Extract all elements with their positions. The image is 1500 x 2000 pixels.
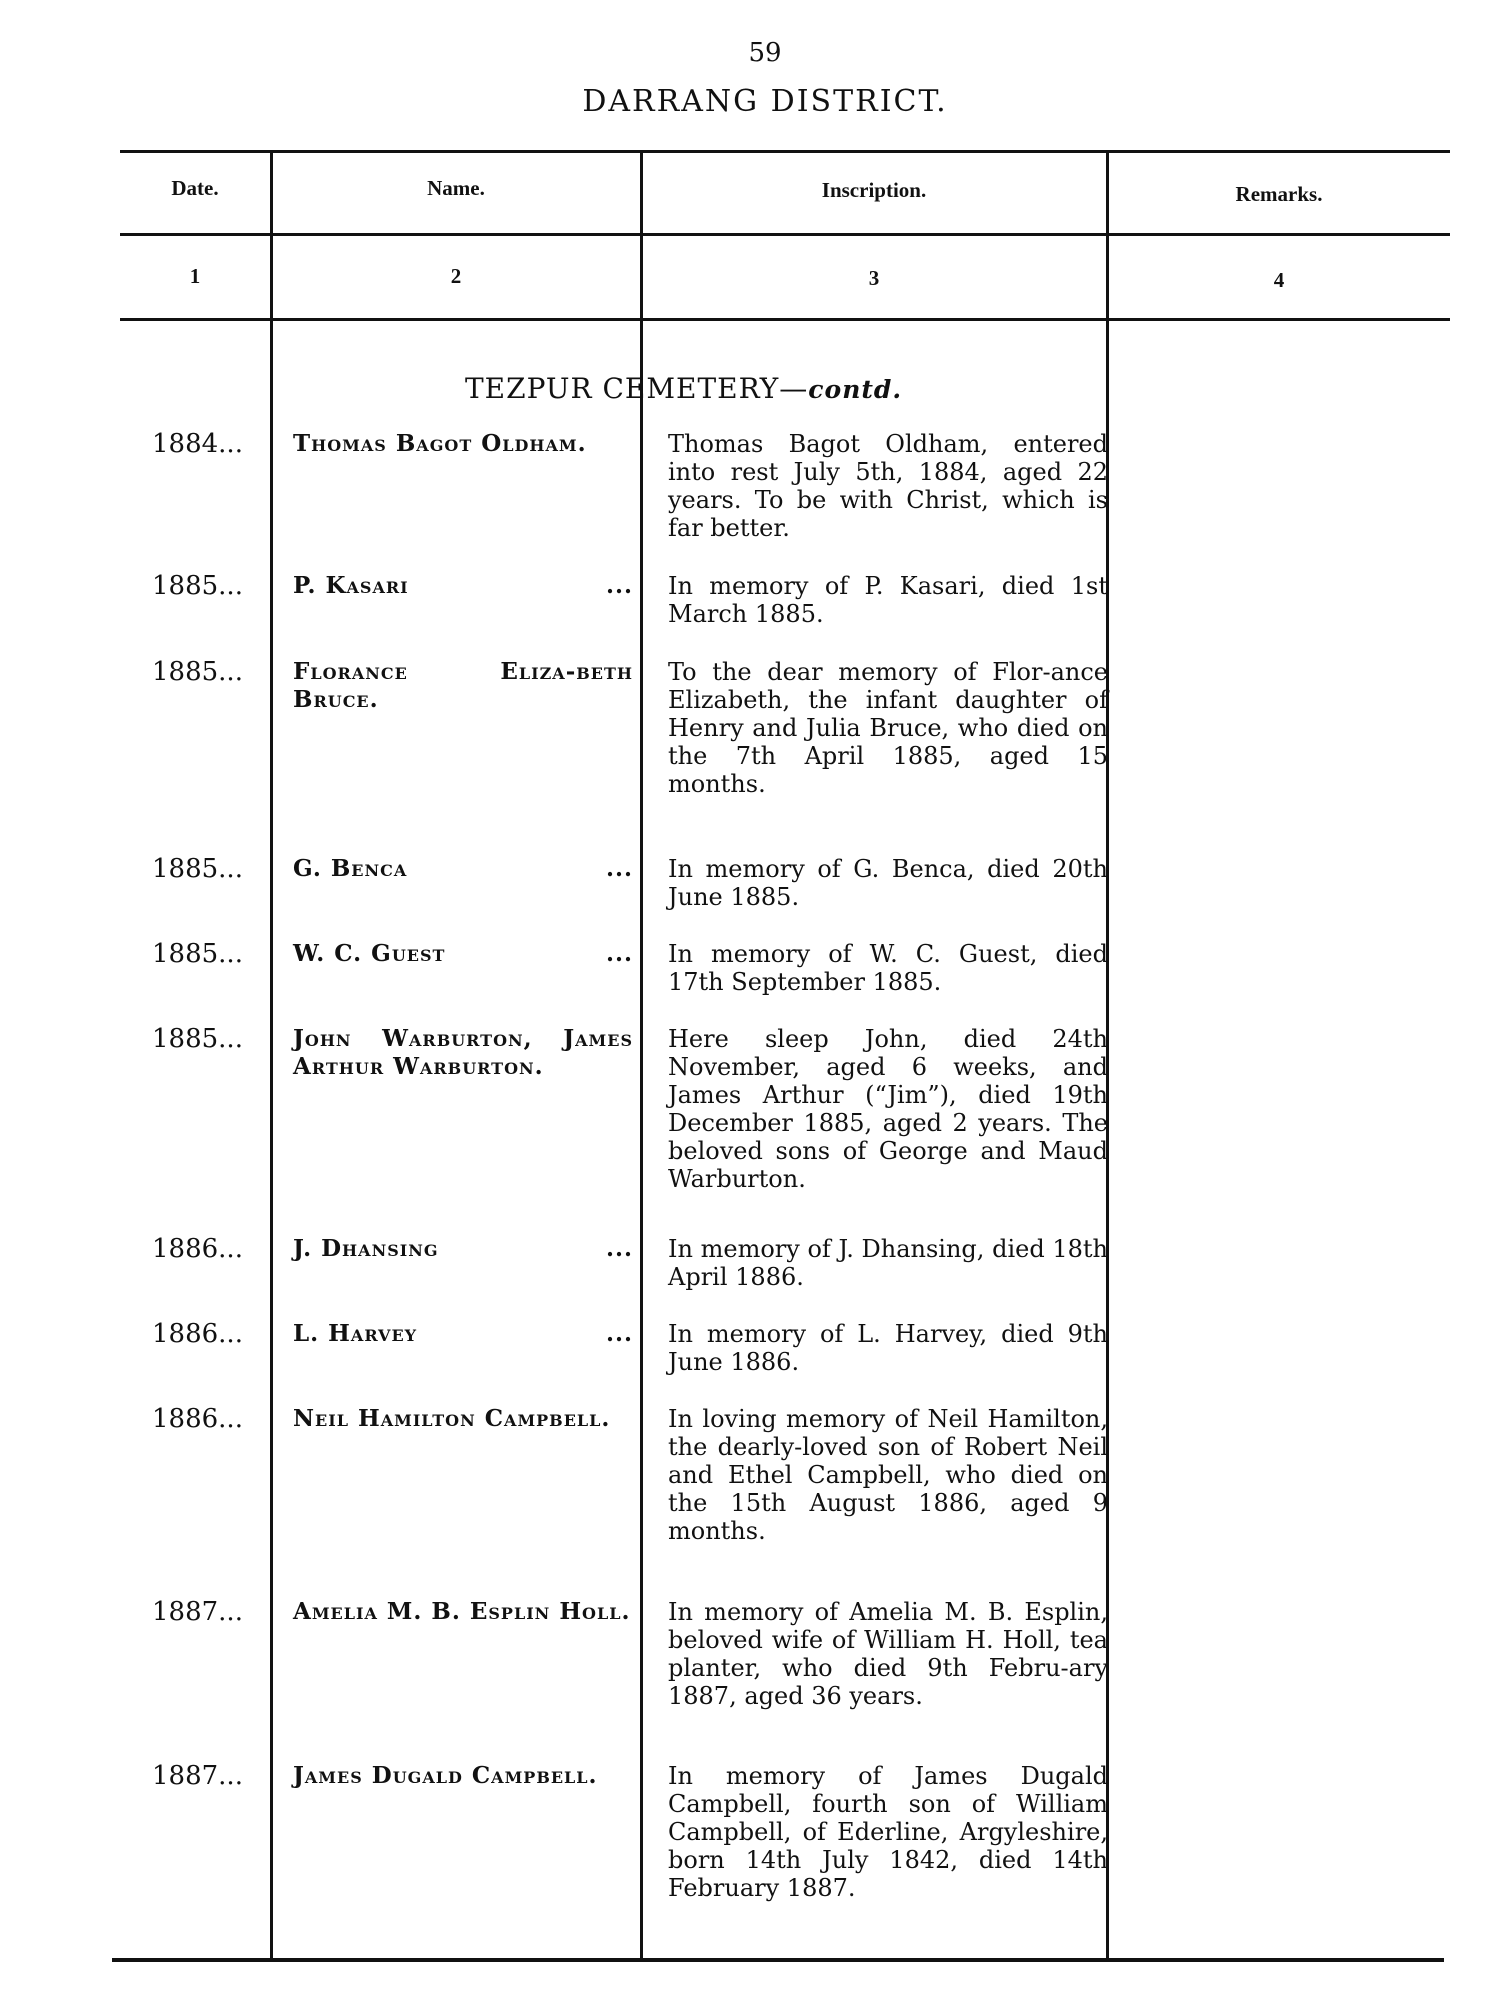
entry-name-text: J. Dhansing bbox=[293, 1235, 439, 1262]
column-number-2: 2 bbox=[450, 264, 462, 288]
column-number-1: 1 bbox=[189, 264, 201, 288]
entry-date: 1885... bbox=[152, 939, 243, 969]
entry-inscription: In memory of G. Benca, died 20th June 1885. bbox=[668, 855, 1108, 911]
column-divider-1 bbox=[270, 150, 273, 1958]
entry-inscription: In memory of J. Dhansing, died 18th April 1886. bbox=[668, 1235, 1108, 1291]
section-title-suffix: contd. bbox=[808, 375, 903, 404]
column-number-3: 3 bbox=[868, 266, 880, 290]
entry-name: Amelia M. B. Esplin Holl. bbox=[293, 1598, 631, 1625]
entry-inscription: In memory of Amelia M. B. Esplin, beloved wife of William H. Holl, tea planter, who died 9th Febru-ary 1887, aged 36 years. bbox=[668, 1598, 1108, 1710]
table-bottom-rule bbox=[112, 1958, 1444, 1962]
entry-date: 1886... bbox=[152, 1404, 243, 1434]
entry-name: John Warburton, James Arthur Warburton. bbox=[293, 1025, 633, 1080]
header-inscription: Inscription. bbox=[821, 178, 927, 202]
numbers-bottom-rule bbox=[120, 318, 1450, 321]
entry-inscription: In memory of P. Kasari, died 1st March 1885. bbox=[668, 572, 1108, 628]
leader-dots: ... bbox=[605, 855, 633, 882]
entry-date: 1885... bbox=[152, 657, 243, 687]
header-date: Date. bbox=[171, 176, 219, 200]
leader-dots: ... bbox=[605, 572, 633, 599]
section-title-text: TEZPUR CEMETERY— bbox=[465, 372, 809, 405]
entry-date: 1886... bbox=[152, 1234, 243, 1264]
entry-name: James Dugald Campbell. bbox=[293, 1762, 598, 1789]
entry-inscription: In memory of W. C. Guest, died 17th September 1885. bbox=[668, 940, 1108, 996]
entry-name: Neil Hamilton Campbell. bbox=[293, 1405, 611, 1432]
entry-date: 1884... bbox=[152, 429, 243, 459]
entry-date: 1885... bbox=[152, 571, 243, 601]
entry-name: Florance Eliza-beth Bruce. bbox=[293, 658, 633, 713]
leader-dots: ... bbox=[605, 940, 633, 967]
section-title bbox=[465, 372, 902, 405]
entry-inscription: Here sleep John, died 24th November, aged 6 weeks, and James Arthur (“Jim”), died 19th December 1885, aged 2 years. The beloved sons of George and Maud Warburton. bbox=[668, 1025, 1108, 1193]
entry-date: 1887... bbox=[152, 1761, 243, 1791]
entry-name bbox=[293, 572, 633, 600]
column-number-4: 4 bbox=[1273, 268, 1285, 292]
entry-date: 1887... bbox=[152, 1597, 243, 1627]
entry-inscription: In memory of L. Harvey, died 9th June 1886. bbox=[668, 1320, 1108, 1376]
entry-date: 1885... bbox=[152, 1024, 243, 1054]
entry-date: 1886... bbox=[152, 1319, 243, 1349]
header-bottom-rule bbox=[120, 233, 1450, 236]
entry-name: Thomas Bagot Oldham. bbox=[293, 430, 587, 457]
page-title: DARRANG DISTRICT. bbox=[582, 84, 948, 119]
entry-date: 1885... bbox=[152, 854, 243, 884]
entry-name-text: L. Harvey bbox=[293, 1320, 418, 1347]
entry-inscription: Thomas Bagot Oldham, entered into rest July 5th, 1884, aged 22 years. To be with Christ, which is far better. bbox=[668, 430, 1108, 542]
entry-inscription: In memory of James Dugald Campbell, fourth son of William Campbell, of Ederline, Argyleshire, born 14th July 1842, died 14th February 1887. bbox=[668, 1762, 1108, 1902]
entry-name-text: W. C. Guest bbox=[293, 940, 446, 967]
entry-inscription: To the dear memory of Flor-ance Elizabeth, the infant daughter of Henry and Julia Bruce, who died on the 7th April 1885, aged 15 months. bbox=[668, 658, 1108, 798]
leader-dots: ... bbox=[605, 1320, 633, 1347]
table-top-rule bbox=[120, 150, 1450, 153]
entry-name bbox=[293, 1235, 633, 1263]
header-remarks: Remarks. bbox=[1235, 182, 1323, 206]
leader-dots: ... bbox=[605, 1235, 633, 1262]
column-divider-2 bbox=[640, 150, 643, 1958]
entry-inscription: In loving memory of Neil Hamilton, the dearly-loved son of Robert Neil and Ethel Campbell, who died on the 15th August 1886, aged 9 months. bbox=[668, 1405, 1108, 1545]
entry-name bbox=[293, 1320, 633, 1348]
entry-name bbox=[293, 855, 633, 883]
page-number: 59 bbox=[748, 38, 782, 68]
entry-name-text: P. Kasari bbox=[293, 572, 409, 599]
header-name: Name. bbox=[427, 176, 485, 200]
entry-name bbox=[293, 940, 633, 968]
entry-name-text: G. Benca bbox=[293, 855, 408, 882]
